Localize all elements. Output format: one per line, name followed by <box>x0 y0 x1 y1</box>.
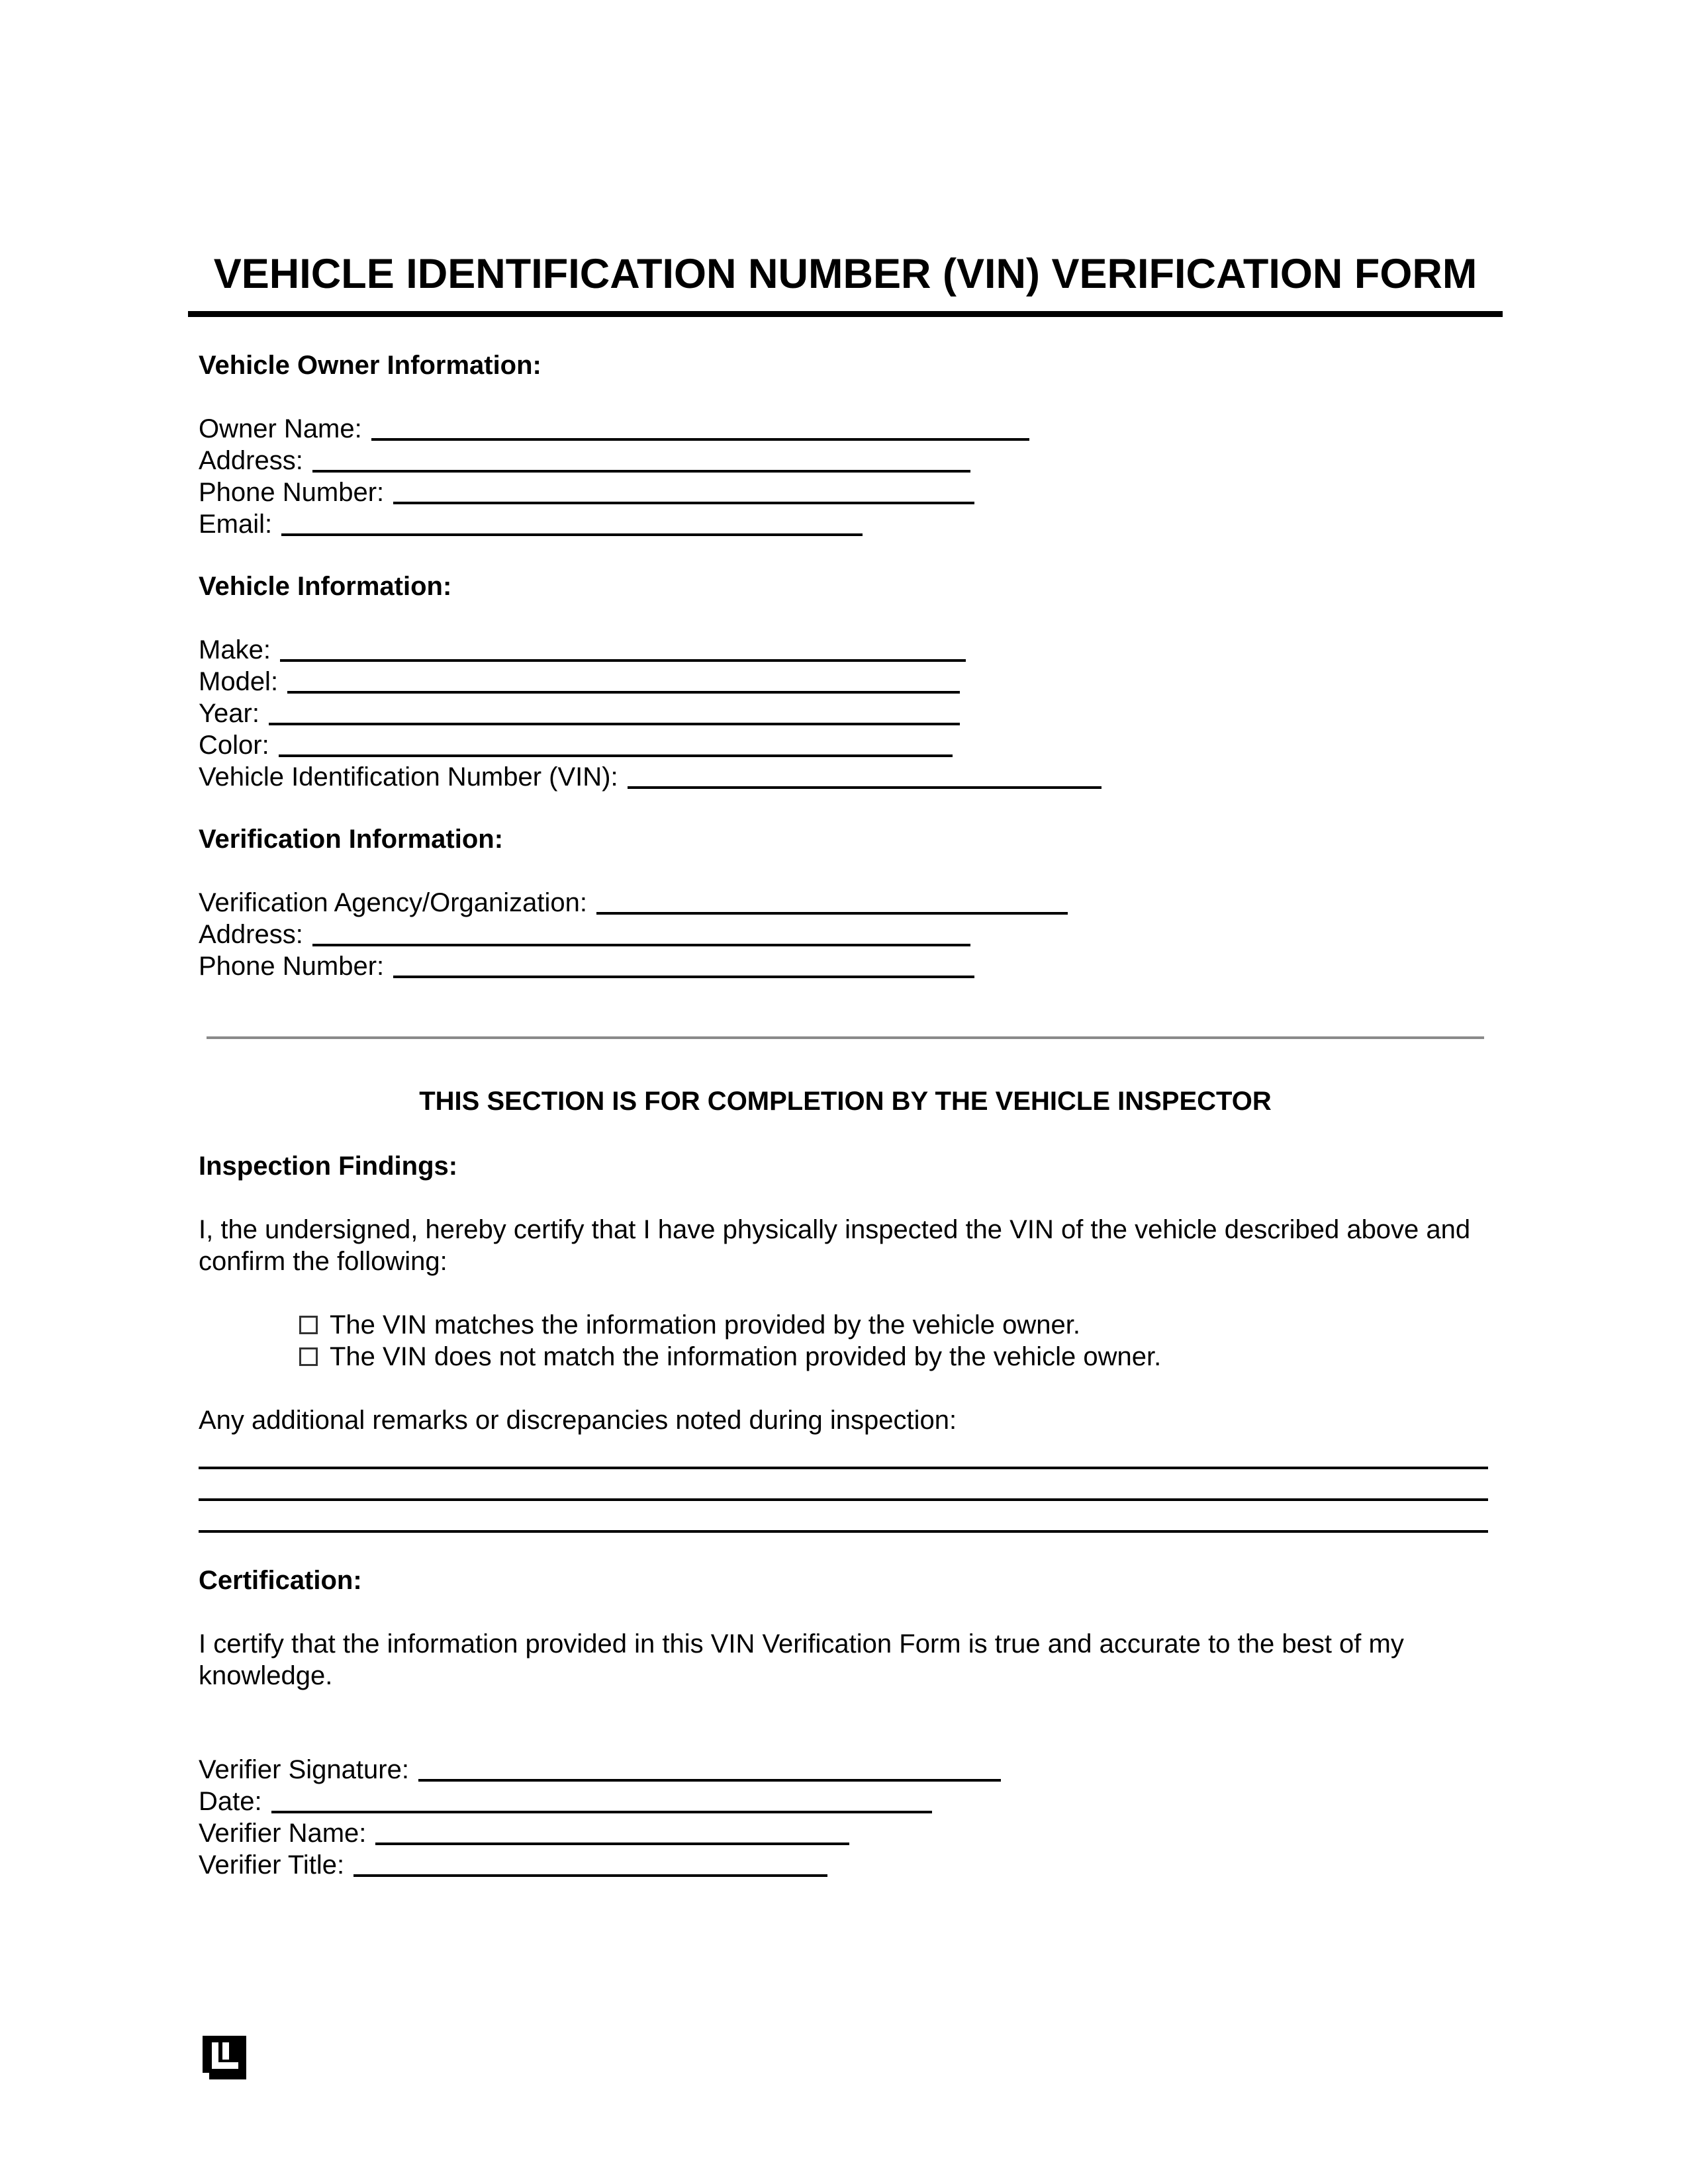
owner-name-field[interactable] <box>199 413 1029 445</box>
model-label: Model: <box>199 667 279 696</box>
agency-blank[interactable] <box>596 912 1068 915</box>
checkbox-icon[interactable] <box>299 1316 318 1334</box>
color-label: Color: <box>199 731 269 760</box>
owner-address-blank[interactable] <box>312 470 970 473</box>
owner-email-blank[interactable] <box>281 533 863 536</box>
remarks-line-1[interactable] <box>199 1467 1488 1469</box>
vin-field[interactable] <box>199 761 1102 793</box>
form-title: VEHICLE IDENTIFICATION NUMBER (VIN) VERIFICATION FORM <box>213 251 1477 297</box>
vin-label: Vehicle Identification Number (VIN): <box>199 762 618 792</box>
vin-matches-option[interactable] <box>299 1309 1080 1341</box>
color-field[interactable] <box>199 729 953 761</box>
owner-email-label: Email: <box>199 510 273 539</box>
year-blank[interactable] <box>269 723 960 725</box>
verifier-name-label: Verifier Name: <box>199 1819 367 1848</box>
verifier-title-blank[interactable] <box>353 1874 827 1877</box>
vehicle-section-heading: Vehicle Information: <box>199 572 452 601</box>
certification-statement: I certify that the information provided in this VIN Verification Form is true and accurate to the best of my knowledge. <box>199 1629 1404 1690</box>
verifier-signature-blank[interactable] <box>418 1779 1001 1782</box>
owner-name-label: Owner Name: <box>199 414 362 443</box>
year-field[interactable] <box>199 698 960 729</box>
color-blank[interactable] <box>279 754 953 757</box>
verification-address-label: Address: <box>199 920 303 949</box>
remarks-line-2[interactable] <box>199 1498 1488 1501</box>
year-label: Year: <box>199 699 259 728</box>
verification-section-heading: Verification Information: <box>199 825 504 854</box>
date-field[interactable] <box>199 1786 932 1817</box>
inspection-heading: Inspection Findings: <box>199 1152 458 1181</box>
owner-phone-label: Phone Number: <box>199 478 385 507</box>
certification-heading: Certification: <box>199 1566 362 1595</box>
make-blank[interactable] <box>280 659 966 662</box>
agency-label: Verification Agency/Organization: <box>199 888 588 917</box>
verification-phone-blank[interactable] <box>393 976 974 978</box>
vin-not-match-option[interactable] <box>299 1341 1161 1373</box>
model-blank[interactable] <box>287 691 960 694</box>
date-label: Date: <box>199 1787 262 1816</box>
verification-address-field[interactable] <box>199 919 970 950</box>
verifier-title-label: Verifier Title: <box>199 1850 345 1880</box>
verification-phone-label: Phone Number: <box>199 952 385 981</box>
verifier-signature-label: Verifier Signature: <box>199 1755 409 1784</box>
verification-address-blank[interactable] <box>312 944 970 946</box>
owner-address-field[interactable] <box>199 445 970 477</box>
date-blank[interactable] <box>271 1811 932 1813</box>
make-field[interactable] <box>199 634 966 666</box>
checkbox-icon[interactable] <box>299 1347 318 1366</box>
section-divider <box>207 1036 1484 1039</box>
vin-not-match-label: The VIN does not match the information provided by the vehicle owner. <box>330 1342 1162 1371</box>
model-field[interactable] <box>199 666 960 698</box>
document-brand-logo-icon <box>203 2036 246 2079</box>
vin-matches-label: The VIN matches the information provided by the vehicle owner. <box>330 1310 1080 1340</box>
vin-blank[interactable] <box>628 786 1102 789</box>
inspection-statement: I, the undersigned, hereby certify that I have physically inspected the VIN of the vehicle described above and confirm the following: <box>199 1215 1471 1276</box>
owner-name-blank[interactable] <box>371 438 1029 441</box>
remarks-line-3[interactable] <box>199 1530 1488 1533</box>
make-label: Make: <box>199 635 271 664</box>
owner-address-label: Address: <box>199 446 303 475</box>
owner-phone-blank[interactable] <box>393 502 974 504</box>
owner-phone-field[interactable] <box>199 477 974 508</box>
title-underline <box>188 311 1503 317</box>
owner-email-field[interactable] <box>199 508 863 540</box>
owner-section-heading: Vehicle Owner Information: <box>199 351 541 380</box>
verifier-title-field[interactable] <box>199 1849 827 1881</box>
verifier-name-field[interactable] <box>199 1817 849 1849</box>
verification-phone-field[interactable] <box>199 950 974 982</box>
inspector-banner: THIS SECTION IS FOR COMPLETION BY THE VEHICLE INSPECTOR <box>419 1087 1272 1116</box>
remarks-label: Any additional remarks or discrepancies noted during inspection: <box>199 1406 957 1435</box>
agency-field[interactable] <box>199 887 1068 919</box>
verifier-name-blank[interactable] <box>375 1843 849 1845</box>
verifier-signature-field[interactable] <box>199 1754 1001 1786</box>
